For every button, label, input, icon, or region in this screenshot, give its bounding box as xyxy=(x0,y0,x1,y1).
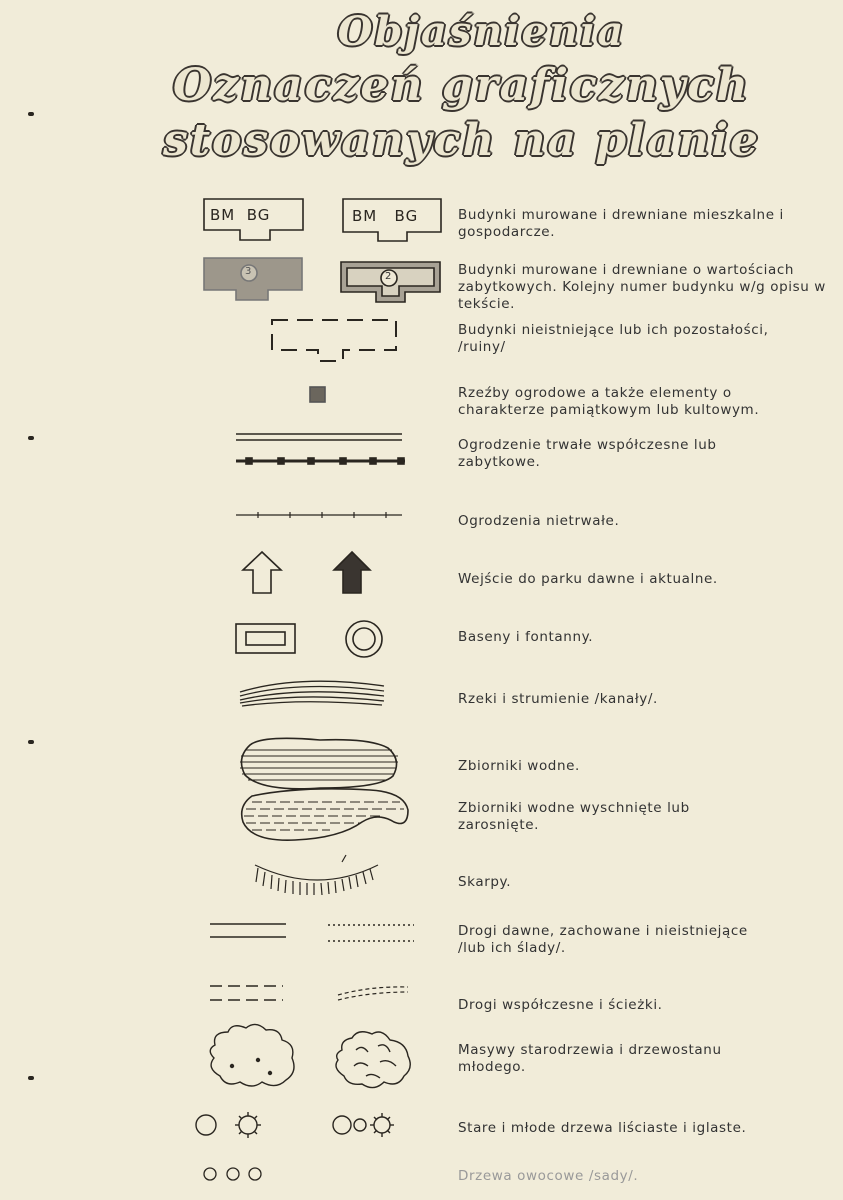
heritage-building-symbol xyxy=(204,258,440,302)
page-title-line-2: Oznaczeń graficznych xyxy=(172,60,751,111)
legend-text-3: Budynki nieistniejące lub ich pozostałości, /ruiny/ xyxy=(458,322,769,355)
old-road-symbol xyxy=(210,924,414,941)
legend-text-4: Rzeźby ogrodowe a także elementy o charakterze pamiątkowym lub kultowym. xyxy=(458,385,760,418)
legend-text-14: Drogi współczesne i ścieżki. xyxy=(458,997,663,1013)
pool-fountain-symbol xyxy=(236,621,382,657)
legend-text-7: Wejście do parku dawne i aktualne. xyxy=(458,571,718,587)
ruins-symbol xyxy=(272,320,396,361)
escarpment-symbol xyxy=(255,855,378,895)
dried-reservoir-symbol xyxy=(242,789,408,840)
reservoir-symbol xyxy=(240,738,398,788)
legend-text-5: Ogrodzenie trwałe współczesne lub zabytkowe. xyxy=(458,437,717,470)
legend-text-17: Drzewa owocowe /sady/. xyxy=(458,1168,639,1184)
legend-text-11: Zbiorniki wodne wyschnięte lub zarosnięte. xyxy=(458,800,690,833)
entrance-arrow-symbol xyxy=(243,552,370,593)
building-label-left: BM BG xyxy=(210,206,271,224)
legend-text-1: Budynki murowane i drewniane mieszkalne i gospodarcze. xyxy=(458,207,784,240)
legend-text-13: Drogi dawne, zachowane i nieistniejące /lub ich ślady/. xyxy=(458,923,748,956)
building-number-2: 2 xyxy=(385,271,392,282)
legend-text-12: Skarpy. xyxy=(458,874,512,890)
legend-text-10: Zbiorniki wodne. xyxy=(458,758,580,774)
legend-text-8: Baseny i fontanny. xyxy=(458,629,594,645)
building-label-right: BM BG xyxy=(352,207,419,225)
legend-text-2: Budynki murowane i drewniane o wartościach zabytkowych. Kolejny numer budynku w/g opisu w tekście. xyxy=(458,262,826,312)
fruit-tree-symbol xyxy=(204,1168,261,1180)
single-tree-symbol xyxy=(196,1112,394,1138)
modern-road-symbol xyxy=(210,986,408,1000)
page-title-line-1: Objaśnienia xyxy=(337,8,626,55)
page-title-line-3: stosowanych na planie xyxy=(162,115,761,166)
fence-temporary-symbol xyxy=(236,512,402,518)
sculpture-symbol xyxy=(310,387,325,402)
legend-text-9: Rzeki i strumienie /kanały/. xyxy=(458,691,658,707)
tree-mass-symbol xyxy=(210,1024,410,1087)
legend-text-15: Masywy starodrzewia i drzewostanu młodego. xyxy=(458,1042,722,1075)
legend-text-6: Ogrodzenia nietrwałe. xyxy=(458,513,620,529)
fence-permanent-symbol xyxy=(236,434,405,464)
building-number-3: 3 xyxy=(245,266,252,277)
river-symbol xyxy=(240,681,384,706)
legend-text-16: Stare i młode drzewa liściaste i iglaste. xyxy=(458,1120,747,1136)
